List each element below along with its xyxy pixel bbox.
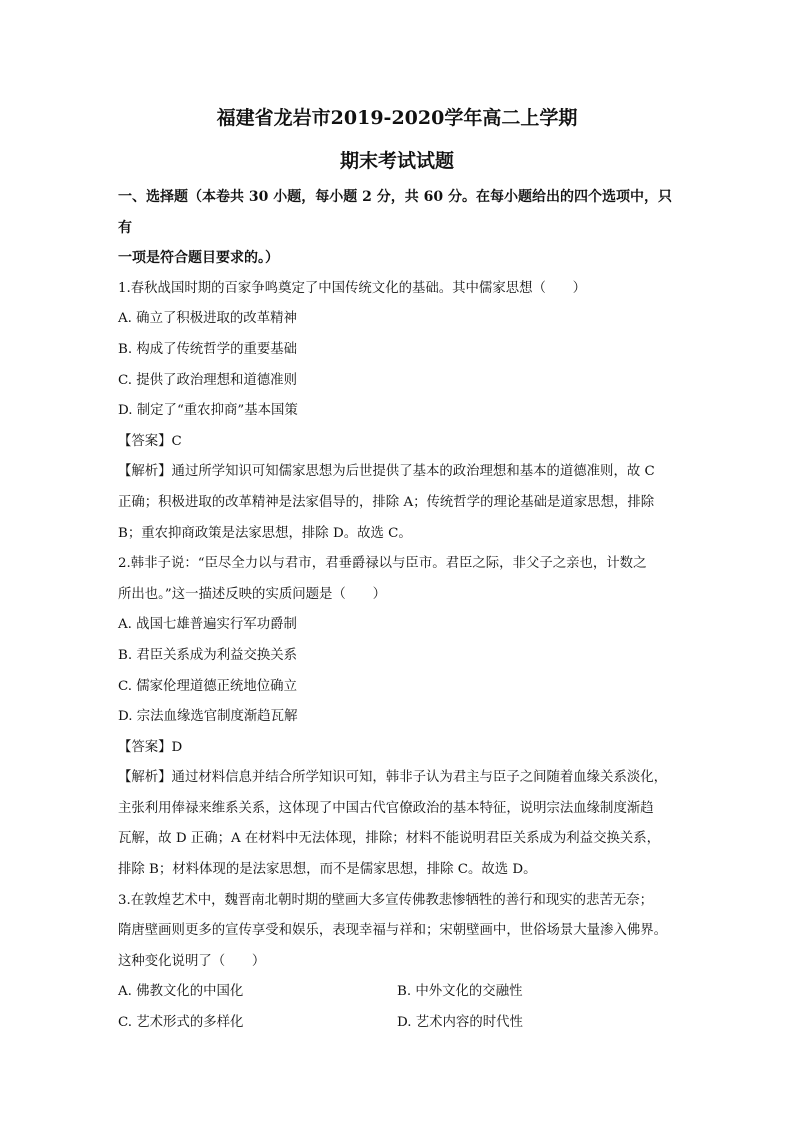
question-2-analysis-line-2: 主张利用俸禄来维系关系，这体现了中国古代官僚政治的基本特征，说明宗法血缘制度渐趋 — [118, 800, 654, 816]
section-heading-line-2: 一项是符合题目要求的。） — [118, 250, 279, 267]
question-1 — [118, 274, 676, 549]
section-heading-line-1: 一、选择题（本卷共 30 小题，每小题 2 分，共 60 分。在每小题给出的四个选项中，只有 — [118, 189, 672, 236]
question-1-option-b: B. 构成了传统哲学的重要基础 — [118, 341, 298, 357]
question-1-option-d: D. 制定了“重农抑商”基本国策 — [118, 403, 298, 419]
question-2-option-d: D. 宗法血缘选官制度渐趋瓦解 — [118, 709, 298, 725]
question-2-option-a: A. 战国七雄普遍实行军功爵制 — [118, 617, 297, 633]
question-3 — [118, 886, 676, 1039]
question-2-option-c: C. 儒家伦理道德正统地位确立 — [118, 678, 297, 694]
question-3-option-a: A. 佛教文化的中国化 — [118, 984, 244, 1000]
question-1-option-a: A. 确立了积极进取的改革精神 — [118, 311, 297, 327]
question-2-analysis-line-4: 排除 B；材料体现的是法家思想，而不是儒家思想，排除 C。故选 D。 — [118, 862, 537, 878]
document-body — [118, 182, 676, 1039]
question-2-stem-line-2: 所出也。”这一描述反映的实质问题是（ ） — [118, 586, 386, 602]
question-1-stem: 1.春秋战国时期的百家争鸣奠定了中国传统文化的基础。其中儒家思想（ ） — [118, 280, 587, 296]
question-3-option-d: D. 艺术内容的时代性 — [397, 1015, 523, 1031]
question-1-analysis-line-2: 正确；积极进取的改革精神是法家倡导的，排除 A；传统哲学的理论基础是道家思想，排除 — [118, 494, 655, 510]
question-3-option-b: B. 中外文化的交融性 — [397, 984, 523, 1000]
document-title: 福建省龙岩市2019-2020学年高二上学期 — [216, 107, 578, 129]
document-subtitle: 期末考试试题 — [339, 150, 454, 172]
question-1-answer: 【答案】C — [118, 433, 182, 449]
question-3-stem-line-3: 这种变化说明了（ ） — [118, 953, 266, 969]
question-2-answer: 【答案】D — [118, 739, 183, 755]
question-3-stem-line-1: 3.在敦煌艺术中，魏晋南北朝时期的壁画大多宣传佛教悲惨牺牲的善行和现实的悲苦无奈； — [118, 892, 654, 908]
question-2-analysis-line-3: 瓦解，故 D 正确；A 在材料中无法体现，排除；材料不能说明君臣关系成为利益交换关系， — [118, 831, 661, 847]
question-1-analysis-line-3: B；重农抑商政策是法家思想，排除 D。故选 C。 — [118, 525, 412, 541]
question-3-stem-line-2: 隋唐壁画则更多的宣传享受和娱乐，表现幸福与祥和；宋朝壁画中，世俗场景大量渗入佛界。 — [118, 923, 668, 939]
question-2-stem-line-1: 2.韩非子说：“臣尽全力以与君市，君垂爵禄以与臣市。君臣之际，非父子之亲也，计数之 — [118, 556, 647, 572]
question-3-option-c: C. 艺术形式的多样化 — [118, 1015, 244, 1031]
question-2-analysis-line-1: 【解析】通过材料信息并结合所学知识可知，韩非子认为君主与臣子之间随着血缘关系淡化， — [118, 770, 668, 786]
question-3-options-row-2 — [118, 1008, 676, 1039]
question-1-analysis-line-1: 【解析】通过所学知识可知儒家思想为后世提供了基本的政治理想和基本的道德准则，故 C — [118, 464, 655, 480]
question-2-option-b: B. 君臣关系成为利益交换关系 — [118, 647, 298, 663]
question-1-option-c: C. 提供了政治理想和道德准则 — [118, 372, 297, 388]
question-3-options-row-1 — [118, 977, 676, 1008]
question-2 — [118, 549, 676, 886]
